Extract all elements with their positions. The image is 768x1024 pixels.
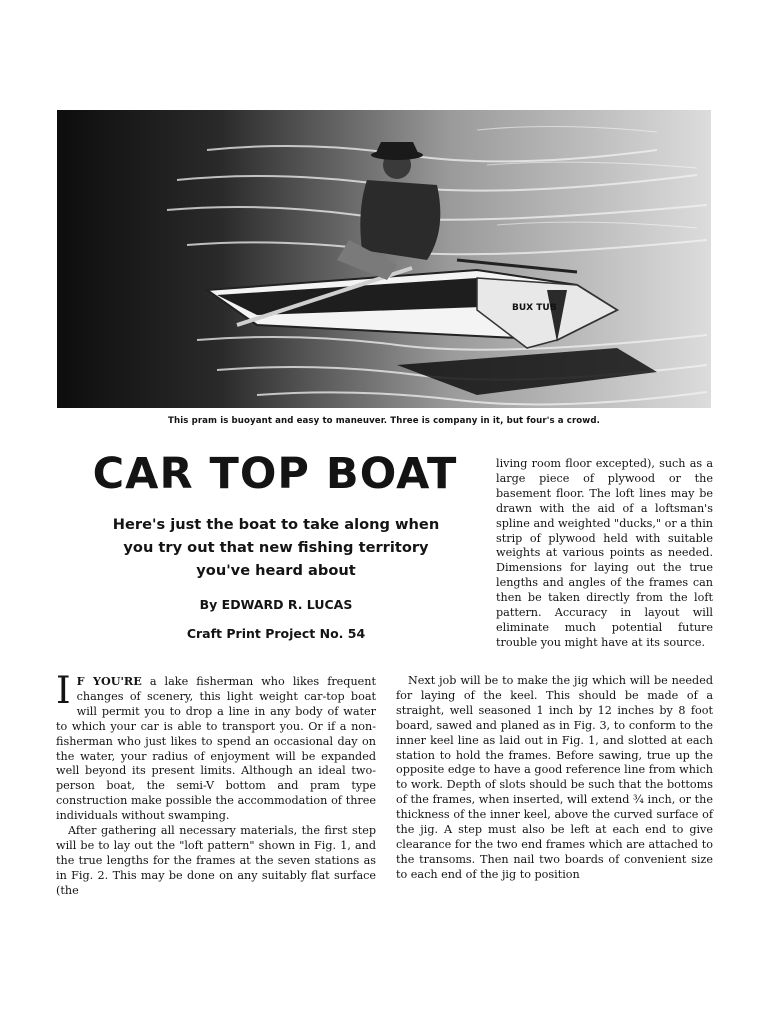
article-subtitle: Here's just the boat to take along when you try out that new fishing territory you've heard about bbox=[112, 516, 440, 579]
photo-caption: This pram is buoyant and easy to maneuver. Three is company in it, but four's a crowd. bbox=[168, 416, 600, 426]
article-column-left bbox=[56, 669, 376, 899]
paragraph-1 bbox=[56, 669, 376, 824]
boat-photo-illustration bbox=[57, 110, 711, 408]
drop-cap: I bbox=[56, 669, 71, 712]
boat-marking: BUX TUB bbox=[512, 303, 557, 313]
paragraph-4: Next job will be to make the jig which will be needed for laying of the keel. This should be made of a straight, well seasoned 1 inch by 12 inches by 8 foot board, sawed and planed as in Fig. 3, to conform to the inner keel line as laid out in Fig. 1, and slotted at each station to hold the frames. Before sawing, true up the opposite edge to have a good reference line from which to work. Depth of slots should be such that the bottoms of the frames, when inserted, will extend ¾ inch, or the thickness of the inner keel, above the curved surface of the jig. A step must also be left at each end to give clearance for the two end frames which are attached to the transoms. Then nail two boards of convenient size to each end of the jig to position bbox=[396, 674, 713, 881]
paragraph-3: living room floor excepted), such as a large piece of plywood or the basement floor. The loft lines may be drawn with the aid of a loftsman's spline and weighted "ducks," or a thin strip of plywood held with suitable weights at various points as needed. Dimensions for laying out the true lengths and angles of the frames can then be taken directly from the loft pattern. Accuracy in layout will eliminate much potential future trouble you might have at its source. bbox=[496, 457, 713, 649]
boat-photo bbox=[57, 110, 711, 408]
lead-in: F YOU'RE bbox=[76, 674, 142, 688]
article-title: CAR TOP BOAT bbox=[92, 449, 458, 499]
paragraph-2: After gathering all necessary materials, the first step will be to lay out the "loft pattern" shown in Fig. 1, and the true lengths for the frames at the seven stations as in Fig. 2. This may be done on any suitably flat surface (the bbox=[56, 824, 376, 897]
article-byline: By EDWARD R. LUCAS bbox=[199, 597, 353, 612]
project-number: Craft Print Project No. 54 bbox=[186, 626, 366, 641]
paragraph-1-text: a lake fisherman who likes frequent changes of scenery, this light weight car-top boat will permit you to drop a line in any body of water to which your car is able to transport you. Or if a non-fisherman who just likes to spend an occasional day on the water, your radius of enjoyment will be expanded well beyond its present limits. Although an ideal two-person boat, the semi-V bottom and pram type construction make possible the accommodation of three individuals without swamping. bbox=[56, 675, 376, 823]
article-column-right bbox=[396, 674, 713, 883]
article-column-right-top bbox=[496, 457, 713, 651]
